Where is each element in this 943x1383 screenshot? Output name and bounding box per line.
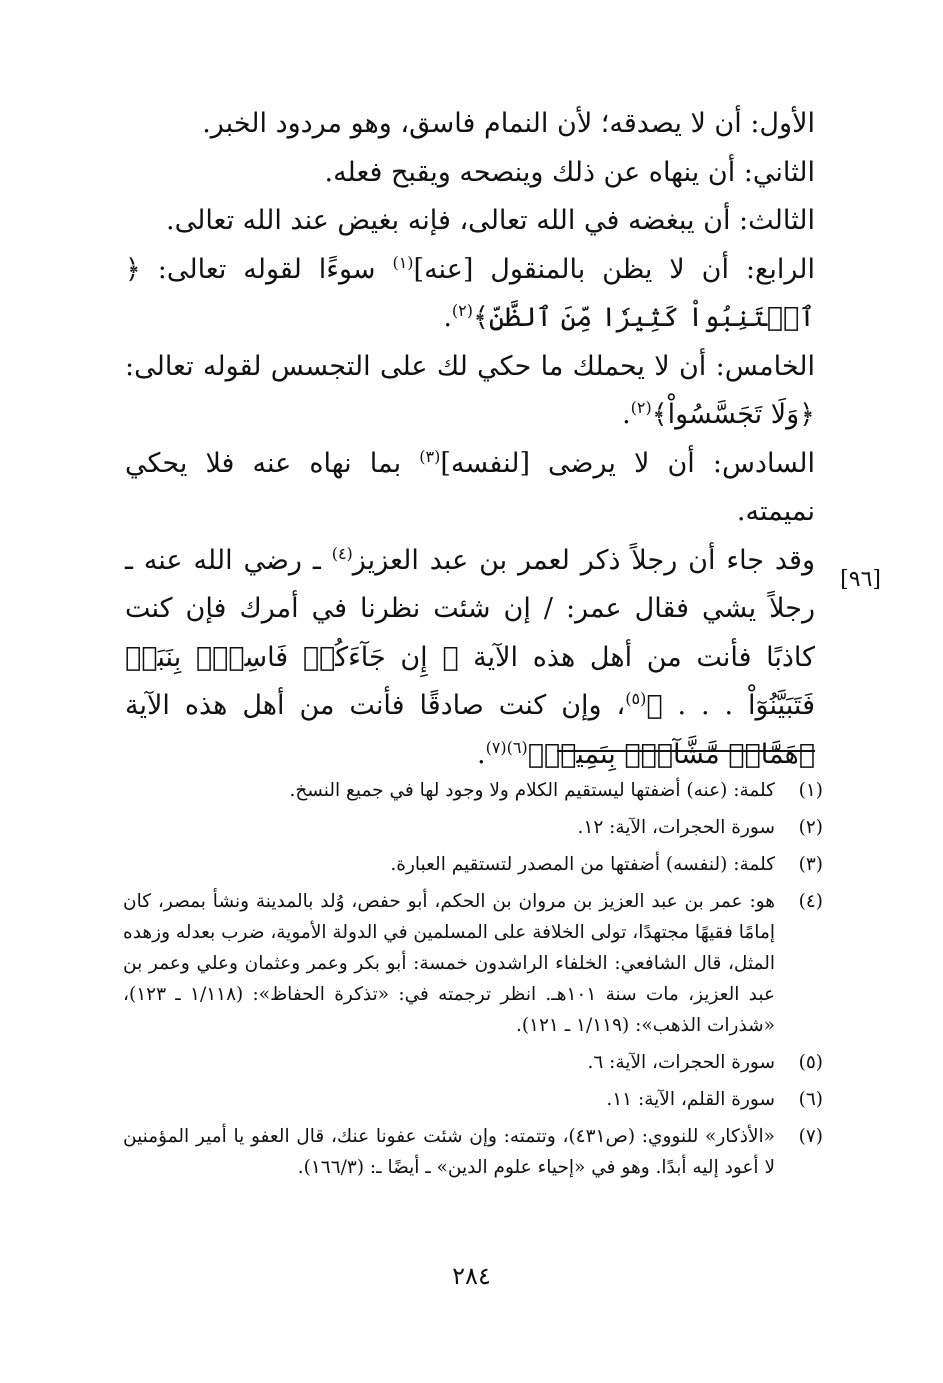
footnote-separator — [557, 750, 815, 752]
paragraph-seventh — [125, 537, 815, 780]
text-run: سوءًا لقوله تعالى: — [140, 253, 393, 285]
text-run: وقد جاء أن رجلاً ذكر لعمر بن عبد العزيز — [352, 544, 816, 576]
footnote-number: (٥) — [798, 1052, 823, 1073]
paragraph-third — [125, 197, 815, 246]
main-text — [125, 100, 815, 779]
text-run: بما نهاه عنه فلا يحكي نميمته. — [125, 447, 815, 527]
footnote-text: كلمة: (لنفسه) أضفتها من المصدر لتستقيم العبارة. — [390, 854, 775, 875]
footnote-number: (٤) — [798, 891, 823, 912]
manuscript-folio-marker: [٩٦] — [840, 567, 881, 592]
footnote-item — [123, 1121, 823, 1183]
quran-verse: ﴿هَمَّازٖ مَّشَّآءِۭ بِنَمِيمٖ﴾ — [527, 738, 815, 770]
paragraph-fourth — [125, 246, 815, 343]
quran-verse: ﴿ إِن جَآءَكُمۡ فَاسِقُۢ بِنَبَإٖ فَتَبَيَّنُوٓاْ . . . ﴾ — [125, 641, 815, 721]
text-run: الأول: أن لا يصدقه؛ لأن النمام فاسق، وهو مردود الخبر. — [202, 108, 815, 139]
text-run: الثاني: أن ينهاه عن ذلك وينصحه ويقبح فعله. — [324, 156, 815, 188]
footnote-text: هو: عمر بن عبد العزيز بن مروان بن الحكم، أبو حفص، وُلد بالمدينة ونشأ بمصر، كان إمامًا فقيهًا مجتهدًا، تولى الخلافة على المسلمين في الدولة الأموية، ضرب بعدله وزهده المثل، قال الشافعي: الخلفاء الراشدون خمسة: أبو بكر وعمر وعثمان وعلي وعمر بن عبد العزيز، مات سنة ١٠١هـ. انظر ترجمته في: «تذكرة الحفاظ»: (١/١١٨ ـ ١٢٣)، «شذرات الذهب»: (١/١١٩ ـ ١٢١). — [123, 891, 775, 1036]
text-run: السادس: أن لا يرضى [لنفسه] — [440, 447, 815, 479]
paragraph-first — [125, 100, 815, 149]
text-run: الخامس: أن لا يحملك ما حكي لك على التجسس لقوله تعالى: — [125, 350, 815, 382]
footnote-ref[interactable]: (١) — [392, 252, 414, 272]
text-run: الرابع: أن لا يظن بالمنقول [عنه] — [413, 253, 815, 285]
footnote-number: (٧) — [798, 1126, 823, 1147]
footnote-item — [123, 775, 823, 806]
footnote-ref[interactable]: (٢) — [630, 398, 652, 417]
footnote-text: سورة القلم، الآية: ١١. — [606, 1089, 775, 1110]
footnote-item — [123, 1084, 823, 1115]
paragraph-sixth — [125, 440, 815, 537]
quran-verse: ﴿ ٱجۡتَنِبُواْ كَثِيرٗا مِّنَ ٱلظَّنِّ﴾ — [125, 253, 815, 333]
footnote-text: سورة الحجرات، الآية: ٦. — [587, 1052, 775, 1073]
footnote-item — [123, 812, 823, 843]
page-number: ٢٨٤ — [452, 1262, 491, 1290]
footnote-ref[interactable]: (٦)(٧) — [485, 737, 528, 757]
footnote-item — [123, 849, 823, 880]
footnote-item — [123, 1047, 823, 1078]
text-run: . — [443, 302, 452, 333]
footnote-item — [123, 886, 823, 1041]
text-run: . — [622, 399, 631, 430]
footnote-text: كلمة: (عنه) أضفتها ليستقيم الكلام ولا وجود لها في جميع النسخ. — [289, 780, 775, 801]
footnote-number: (١) — [798, 780, 823, 801]
text-run: ، وإن كنت صادقًا فأنت من أهل هذه الآية — [125, 690, 626, 721]
footnote-number: (٢) — [798, 817, 823, 838]
footnote-ref[interactable]: (٤) — [331, 543, 353, 563]
footnote-number: (٦) — [798, 1089, 823, 1110]
footnote-ref[interactable]: (٥) — [625, 689, 647, 708]
text-run: الثالث: أن يبغضه في الله تعالى، فإنه بغيض عند الله تعالى. — [166, 205, 815, 236]
footnote-number: (٣) — [798, 854, 823, 875]
footnotes — [123, 775, 823, 1189]
footnote-text: سورة الحجرات، الآية: ١٢. — [577, 817, 775, 838]
footnote-text: «الأذكار» للنووي: (ص٤٣١)، وتتمته: وإن شئت عفونا عنك، قال العفو يا أمير المؤمنين لا أعود إليه أبدًا. وهو في «إحياء علوم الدين» ـ أيضًا ـ: (١٦٦/٣). — [123, 1126, 775, 1178]
quran-verse: ﴿وَلَا تَجَسَّسُواْ﴾ — [651, 399, 815, 430]
paragraph-fifth — [125, 343, 815, 440]
text-run: ـ رضي الله عنه ـ رجلاً يشي فقال عمر: / إن شئت نظرنا في أمرك فإن كنت كاذبًا فأنت من أهل هذه الآية — [125, 544, 815, 673]
text-run: . — [476, 738, 486, 770]
paragraph-second — [125, 149, 815, 198]
footnote-ref[interactable]: (٢) — [451, 301, 473, 320]
footnote-ref[interactable]: (٣) — [419, 446, 441, 466]
